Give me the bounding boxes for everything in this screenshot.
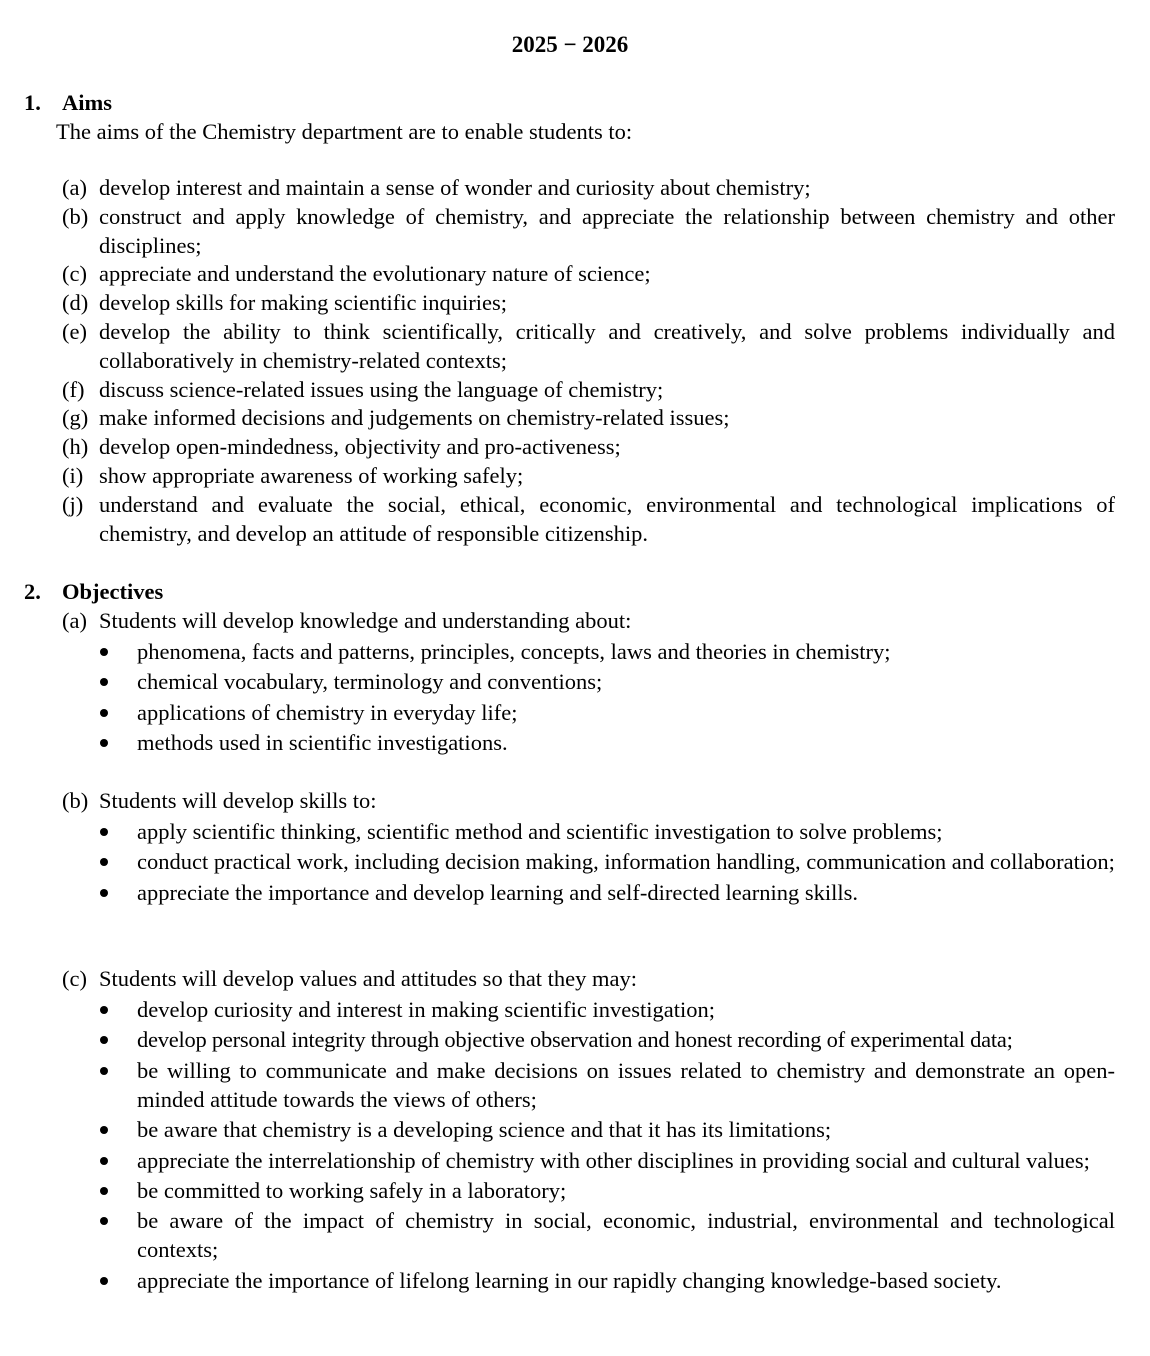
objectives-group-intro: Students will develop skills to: [99, 788, 377, 813]
bullet-icon [62, 667, 137, 696]
aims-item-text: discuss science-related issues using the language of chemistry; [99, 376, 664, 402]
bullet-text: chemical vocabulary, terminology and conventions; [137, 669, 603, 695]
bullet-item [62, 1146, 1115, 1175]
objectives-group-intro: Students will develop knowledge and understanding about: [99, 608, 632, 633]
objectives-heading-text: Objectives [62, 579, 164, 604]
aims-item-text: appreciate and understand the evolutionary nature of science; [99, 261, 651, 287]
aims-item-text: develop interest and maintain a sense of wonder and curiosity about chemistry; [99, 175, 811, 200]
aims-item [62, 433, 1115, 462]
objectives-group-skills [62, 786, 1115, 908]
bullet-list [62, 817, 1115, 907]
aims-item [62, 491, 1115, 549]
aims-item-text: develop open-mindedness, objectivity and pro-activeness; [99, 434, 621, 460]
bullet-text: methods used in scientific investigations. [137, 730, 508, 756]
bullet-list [62, 637, 1115, 757]
aims-item [62, 318, 1115, 376]
aims-heading [24, 88, 112, 117]
bullet-icon [62, 847, 137, 876]
aims-heading-text: Aims [62, 90, 112, 115]
aims-item-label: (a) [62, 175, 87, 200]
bullet-icon [62, 1176, 137, 1205]
aims-item-label: (j) [62, 491, 84, 517]
bullet-text: appreciate the interrelationship of chemistry with other disciplines in providing social and cultural values; [137, 1147, 1090, 1173]
aims-item-label: (i) [62, 462, 84, 488]
bullet-text: be aware of the impact of chemistry in social, economic, industrial, environmental and technological contexts; [137, 1208, 1115, 1263]
bullet-text: conduct practical work, including decision making, information handling, communication and collaboration; [137, 849, 1115, 875]
bullet-item [62, 1206, 1115, 1264]
aims-item-label: (f) [62, 376, 85, 402]
bullet-item [62, 817, 1115, 846]
aims-item-label: (b) [62, 203, 89, 229]
bullet-icon [62, 1056, 137, 1114]
objectives-group-heading [62, 606, 1115, 635]
aims-item-text: show appropriate awareness of working safely; [99, 462, 524, 488]
aims-item-label: (h) [62, 434, 89, 460]
bullet-item [62, 878, 1115, 907]
objectives-group-intro: Students will develop values and attitudes so that they may: [99, 966, 638, 991]
bullet-icon [62, 817, 137, 846]
bullet-icon [62, 995, 137, 1024]
bullet-icon [62, 637, 137, 666]
aims-item [62, 376, 1115, 405]
aims-item [62, 462, 1115, 491]
aims-item [62, 174, 1115, 203]
aims-list [62, 174, 1115, 548]
bullet-icon [62, 728, 137, 757]
bullet-item [62, 637, 1115, 666]
bullet-item [62, 667, 1115, 696]
bullet-item [62, 728, 1115, 757]
objectives-heading [24, 577, 163, 606]
bullet-text: applications of chemistry in everyday life; [137, 699, 518, 725]
bullet-item [62, 1176, 1115, 1205]
bullet-text: develop personal integrity through objective observation and honest recording of experimental data; [137, 1027, 1013, 1053]
bullet-text: be willing to communicate and make decisions on issues related to chemistry and demonstrate an open-minded attitude towards the views of others; [137, 1057, 1115, 1112]
aims-item-text: construct and apply knowledge of chemistry, and appreciate the relationship between chemistry and other disciplines; [99, 203, 1115, 258]
objectives-group-heading [62, 964, 1115, 993]
aims-item-text: understand and evaluate the social, ethical, economic, environmental and technological implications of chemistry, and develop an attitude of responsible citizenship. [99, 491, 1115, 546]
objectives-group-heading [62, 786, 1115, 815]
aims-item-text: develop the ability to think scientifically, critically and creatively, and solve problems individually and collaboratively in chemistry-related contexts; [99, 318, 1115, 373]
bullet-text: be committed to working safely in a laboratory; [137, 1177, 567, 1203]
objectives-group-label: (b) [62, 788, 89, 813]
bullet-item [62, 1056, 1115, 1114]
bullet-text: be aware that chemistry is a developing science and that it has its limitations; [137, 1117, 832, 1143]
aims-item-text: make informed decisions and judgements on chemistry-related issues; [99, 405, 730, 431]
bullet-text: phenomena, facts and patterns, principles, concepts, laws and theories in chemistry; [137, 639, 891, 664]
objectives-group-label: (a) [62, 608, 87, 633]
bullet-text: appreciate the importance of lifelong learning in our rapidly changing knowledge-based society. [137, 1267, 1002, 1293]
bullet-text: develop curiosity and interest in making scientific investigation; [137, 997, 715, 1022]
bullet-item [62, 1266, 1115, 1295]
bullet-item [62, 1025, 1115, 1054]
bullet-item [62, 995, 1115, 1024]
bullet-text: appreciate the importance and develop learning and self-directed learning skills. [137, 879, 858, 905]
bullet-list [62, 995, 1115, 1295]
aims-item-label: (g) [62, 405, 89, 431]
aims-intro: The aims of the Chemistry department are to enable students to: [56, 119, 633, 144]
bullet-item [62, 698, 1115, 727]
bullet-icon [62, 1115, 137, 1144]
aims-item-label: (e) [62, 318, 87, 344]
aims-item [62, 260, 1115, 289]
objectives-group-knowledge [62, 606, 1115, 759]
aims-item-label: (d) [62, 290, 89, 316]
bullet-icon [62, 1025, 137, 1054]
objectives-group-label: (c) [62, 966, 87, 991]
document-title: 2025 − 2026 [511, 32, 629, 57]
bullet-text: apply scientific thinking, scientific method and scientific investigation to solve problems; [137, 819, 943, 844]
objectives-section-number: 2. [24, 579, 41, 604]
bullet-icon [62, 1266, 137, 1295]
bullet-icon [62, 698, 137, 727]
aims-item [62, 203, 1115, 261]
bullet-item [62, 1115, 1115, 1144]
bullet-item [62, 847, 1115, 876]
objectives-group-values [62, 964, 1115, 1296]
bullet-icon [62, 1146, 137, 1175]
aims-item [62, 404, 1115, 433]
bullet-icon [62, 878, 137, 907]
aims-item-label: (c) [62, 261, 87, 287]
bullet-icon [62, 1206, 137, 1264]
aims-section-number: 1. [24, 90, 41, 115]
aims-item [62, 289, 1115, 318]
aims-item-text: develop skills for making scientific inquiries; [99, 290, 508, 316]
